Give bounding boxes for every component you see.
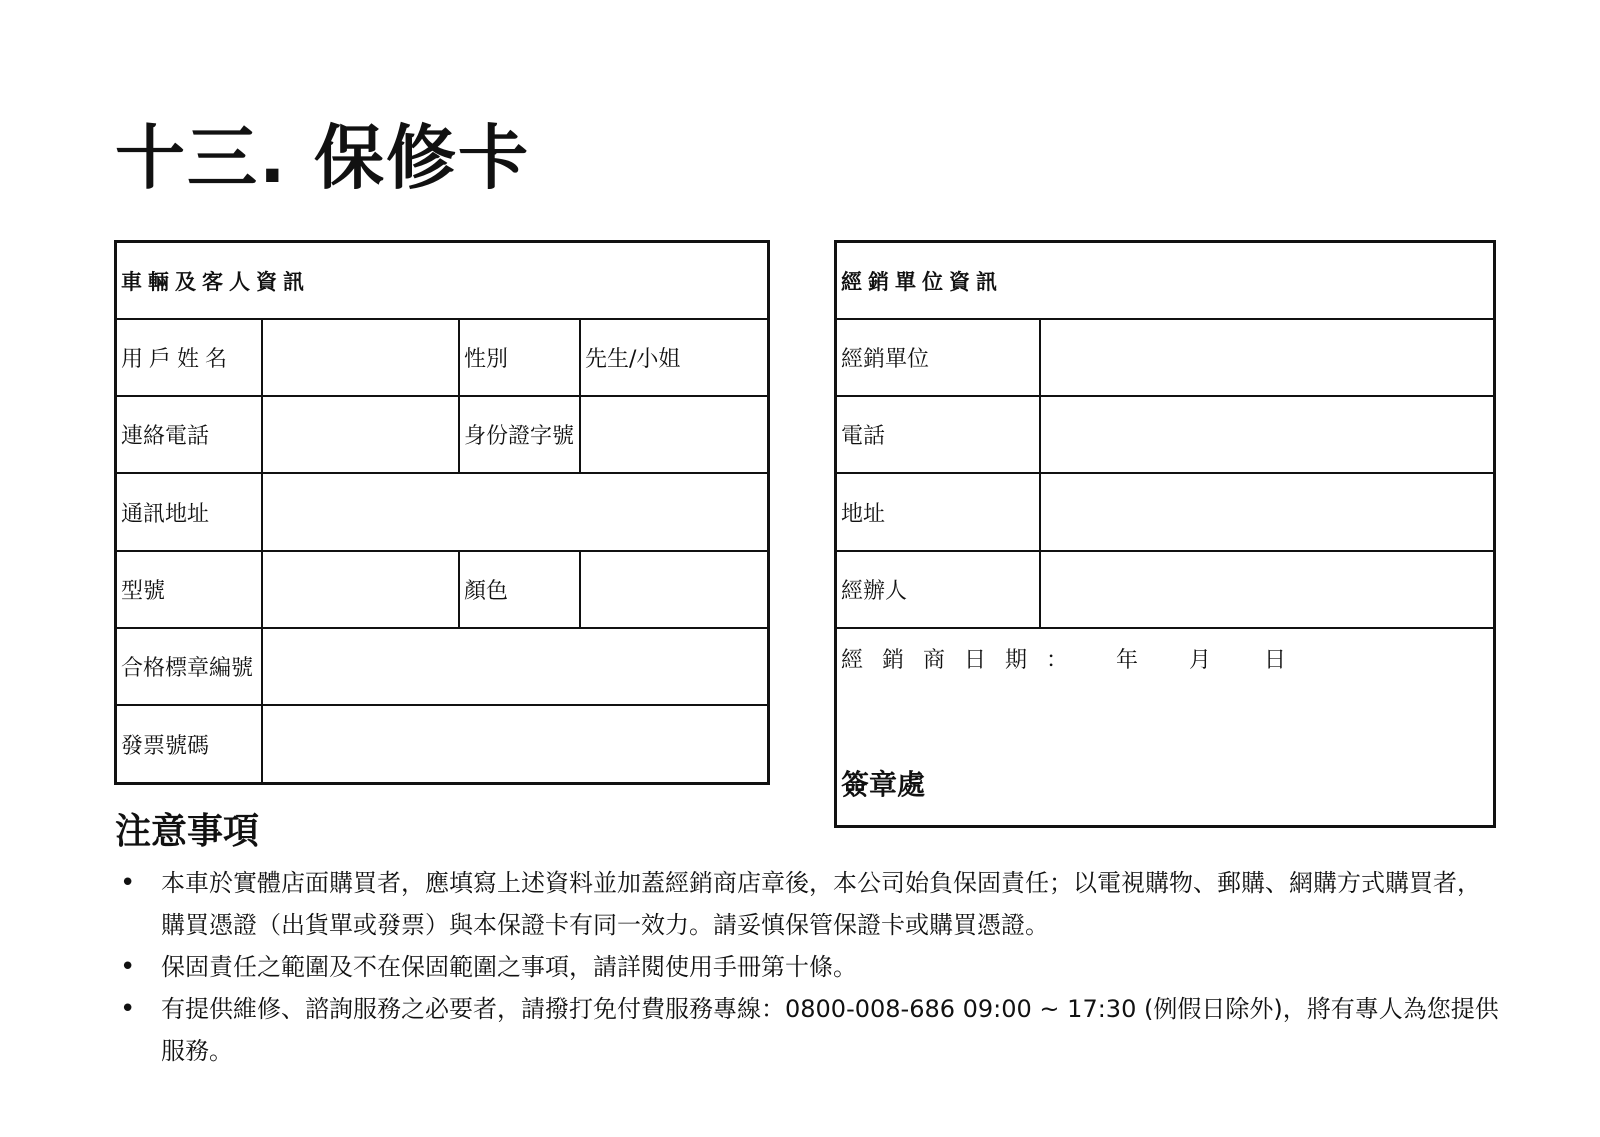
cert-row <box>117 627 767 704</box>
customer-card-header: 車輛及客人資訊 <box>121 269 310 294</box>
model-field[interactable] <box>261 552 458 627</box>
phone-field[interactable] <box>261 397 458 472</box>
dealer-address-label: 地址 <box>841 501 886 527</box>
note-item: • 保固責任之範圍及不在保固範圍之事項，請詳閱使用手冊第十條。 <box>115 946 1500 988</box>
model-row <box>117 550 767 627</box>
invoice-number-label: 發票號碼 <box>121 733 210 759</box>
gender-label: 性別 <box>458 320 579 395</box>
name-row <box>117 318 767 395</box>
address-row <box>117 472 767 550</box>
color-field[interactable] <box>579 552 767 627</box>
phone-row <box>117 395 767 472</box>
dealer-phone-field[interactable] <box>1039 397 1493 472</box>
dealer-row <box>837 318 1493 395</box>
dealer-address-row <box>837 472 1493 550</box>
dealer-card-header-row <box>837 243 1493 318</box>
model-label: 型號 <box>121 579 166 604</box>
page-title: 十三. 保修卡 <box>115 117 530 199</box>
signature-label: 簽章處 <box>841 768 926 801</box>
agent-field[interactable] <box>1039 552 1493 627</box>
gender-value[interactable]: 先生/小姐 <box>579 320 767 395</box>
phone-label: 連絡電話 <box>121 424 210 449</box>
year-label: 年 <box>1116 648 1139 673</box>
month-label: 月 <box>1189 648 1212 673</box>
dealer-phone-row <box>837 395 1493 472</box>
color-label: 顏色 <box>458 552 579 627</box>
dealer-card-header: 經銷單位資訊 <box>841 269 1003 294</box>
agent-row <box>837 550 1493 627</box>
address-field[interactable] <box>261 474 767 550</box>
id-number-field[interactable] <box>579 397 767 472</box>
dealer-field[interactable] <box>1039 320 1493 395</box>
agent-label: 經辦人 <box>841 579 908 604</box>
dealer-address-field[interactable] <box>1039 474 1493 550</box>
note-item: • 有提供維修、諮詢服務之必要者，請撥打免付費服務專線：0800-008-686 09:00 ~ 17:30 (例假日除外)，將有專人為您提供服務。 <box>115 988 1500 1072</box>
notes-list <box>115 862 1500 1072</box>
name-field[interactable] <box>261 320 458 395</box>
customer-card-header-row <box>117 243 767 318</box>
date-signature-area[interactable] <box>837 627 1493 825</box>
note-item: • 本車於實體店面購買者，應填寫上述資料並加蓋經銷商店章後，本公司始負保固責任；以電視購物、郵購、網購方式購買者，購買憑證（出貨單或發票）與本保證卡有同一效力。請妥慎保管保證卡或購買憑證。 <box>115 862 1500 946</box>
invoice-row <box>117 704 767 782</box>
customer-info-card <box>114 240 770 785</box>
name-label: 用戶姓名 <box>121 347 234 372</box>
dealer-date-label: 經銷商日期： <box>841 648 1088 673</box>
day-label: 日 <box>1264 648 1287 673</box>
dealer-label: 經銷單位 <box>841 347 930 372</box>
address-label: 通訊地址 <box>121 501 210 527</box>
dealer-phone-label: 電話 <box>841 424 886 449</box>
notes-title: 注意事項 <box>115 811 260 852</box>
id-number-label: 身份證字號 <box>458 397 579 472</box>
cert-number-label: 合格標章編號 <box>121 656 254 681</box>
cert-number-field[interactable] <box>261 629 767 704</box>
invoice-number-field[interactable] <box>261 706 767 782</box>
dealer-info-card <box>834 240 1496 828</box>
